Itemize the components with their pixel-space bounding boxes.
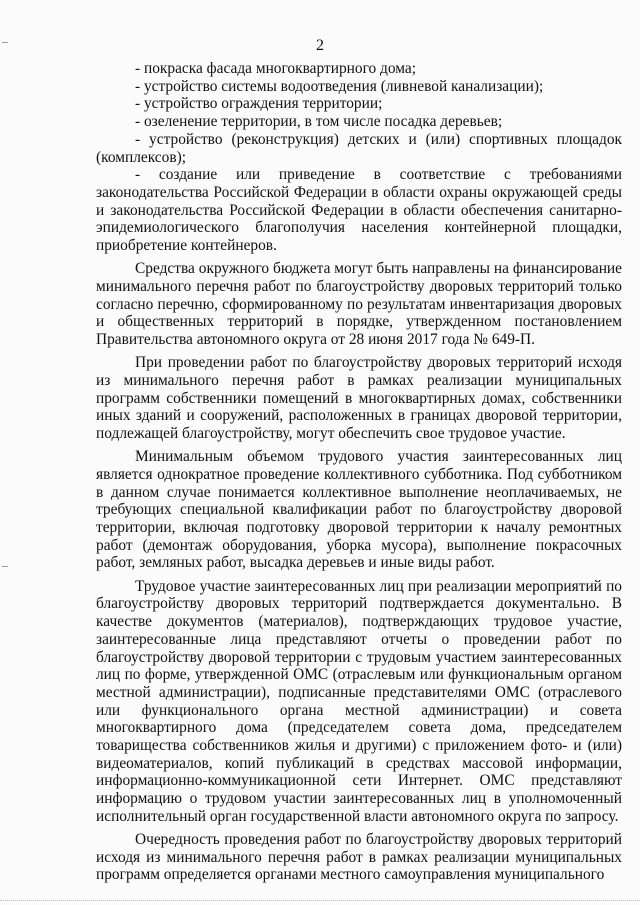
- margin-mark: [2, 566, 8, 567]
- list-item: - озеленение территории, в том числе посадка деревьев;: [135, 113, 503, 131]
- scan-edge: [0, 900, 640, 902]
- paragraph: Средства окружного бюджета могут быть направлены на финансирование минимального перечня работ по благоустройству дворовых территорий только согласно перечню, сформированному по результатам инвентаризация дворовых и общественных территорий в порядке, утвержденном постановлением Правительства автономного округа от 28 июня 2017 года № 649-П.: [96, 260, 622, 349]
- document-body: [96, 60, 622, 884]
- list-item: - покраска фасада многоквартирного дома;: [135, 60, 417, 77]
- page-number: 2: [316, 37, 324, 54]
- list-item: - устройство системы водоотведения (ливневой канализации);: [135, 77, 544, 95]
- paragraph: Очередность проведения работ по благоустройству дворовых территорий исходя из минимального перечня работ в рамках реализации муниципальных программ определяется органами местного самоуправления муниципального: [96, 831, 622, 884]
- list-item: - устройство (реконструкция) детских и (или) спортивных площадок (комплексов);: [96, 130, 622, 166]
- paragraph: Минимальным объемом трудового участия заинтересованных лиц является однократное проведение коллективного субботника. Под субботником в данном случае понимается коллективное выполнение неоплачиваемых, не требующих специальной квалификации работ по благоустройству дворовой территории, включая подготовку дворовой территории к началу ремонтных работ (демонтаж оборудования, уборка мусора), выполнение покрасочных работ, земляных работ, высадка деревьев и иные виды работ.: [96, 448, 622, 572]
- paragraph: При проведении работ по благоустройству дворовых территорий исходя из минимального перечня работ в рамках реализации муниципальных программ собственники помещений в многоквартирных домах, собственники иных зданий и сооружений, расположенных в границах дворовой территории, подлежащей благоустройству, могут обеспечить свое трудовое участие.: [96, 354, 622, 443]
- list-item: - создание или приведение в соответствие с требованиями законодательства Российской Федерации в области охраны окружающей среды и законодательства Российской Федерации в области обеспечения санитарно-эпидемиологического благополучия населения контейнерной площадки, приобретение контейнеров.: [96, 166, 622, 255]
- list-item: - устройство ограждения территории;: [135, 95, 383, 113]
- paragraph: Трудовое участие заинтересованных лиц при реализации мероприятий по благоустройству дворовых территорий подтверждается документально. В качестве документов (материалов), подтверждающих трудовое участие, заинтересованные лица представляют отчеты о проведении работ по благоустройству дворовой территории с трудовым участием заинтересованных лиц по форме, утвержденной ОМС (отраслевым или функциональным органом местной администрации), подписанные представителями ОМС (отраслевого или функционального органа местной администрации) и совета многоквартирного дома (председателем совета дома, председателем товарищества собственников жилья и другими) с приложением фото- и (или) видеоматериалов, копий публикаций в средствах массовой информации, информационно-коммуникационной сети Интернет. ОМС представляют информацию о трудовом участии заинтересованных лиц в уполномоченный исполнительный орган государственной власти автономного округа по запросу.: [96, 577, 622, 825]
- margin-mark: [2, 42, 8, 43]
